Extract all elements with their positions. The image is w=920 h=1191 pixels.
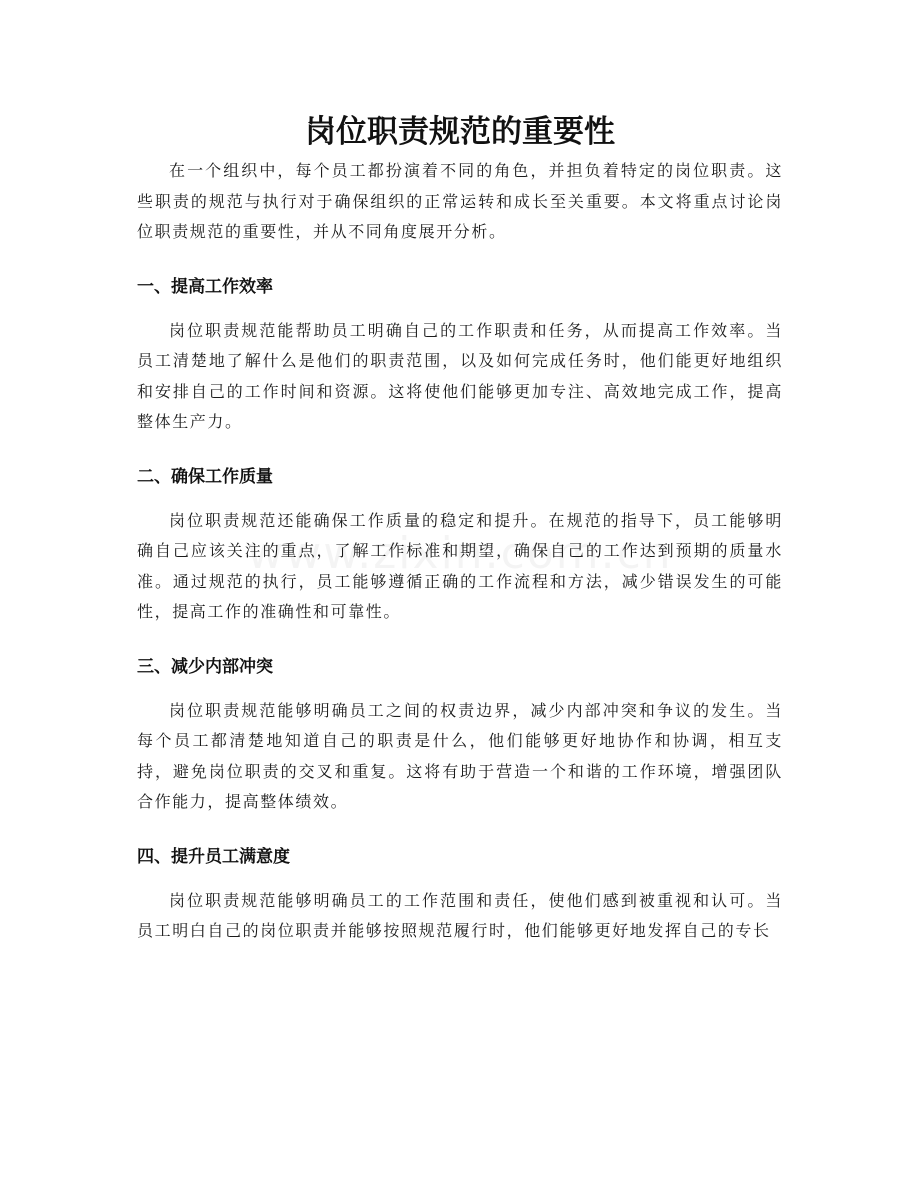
- section-efficiency: [137, 272, 783, 438]
- section-heading: 三、减少内部冲突: [137, 656, 273, 677]
- section-conflict: [137, 652, 783, 818]
- section-heading: 一、提高工作效率: [137, 276, 273, 297]
- document-title: 岗位职责规范的重要性: [305, 114, 615, 150]
- section-heading: 二、确保工作质量: [137, 466, 273, 487]
- section-satisfaction: [137, 842, 783, 947]
- section-body: 岗位职责规范能够明确员工的工作范围和责任，使他们感到被重视和认可。当员工明白自己的岗位职责并能够按照规范履行时，他们能够更好地发挥自己的专长: [137, 890, 783, 940]
- section-quality: [137, 462, 783, 628]
- section-body: 岗位职责规范能帮助员工明确自己的工作职责和任务，从而提高工作效率。当员工清楚地了解什么是他们的职责范围，以及如何完成任务时，他们能更好地组织和安排自己的工作时间和资源。这将使他们能够更加专注、高效地完成工作，提高整体生产力。: [137, 320, 783, 431]
- section-body: 岗位职责规范还能确保工作质量的稳定和提升。在规范的指导下，员工能够明确自己应该关注的重点，了解工作标准和期望，确保自己的工作达到预期的质量水准。通过规范的执行，员工能够遵循正确的工作流程和方法，减少错误发生的可能性，提高工作的准确性和可靠性。: [137, 510, 783, 621]
- section-heading: 四、提升员工满意度: [137, 846, 290, 867]
- intro-paragraph: 在一个组织中，每个员工都扮演着不同的角色，并担负着特定的岗位职责。这些职责的规范与执行对于确保组织的正常运转和成长至关重要。本文将重点讨论岗位职责规范的重要性，并从不同角度展开分析。: [137, 161, 783, 241]
- section-body: 岗位职责规范能够明确员工之间的权责边界，减少内部冲突和争议的发生。当每个员工都清楚地知道自己的职责是什么，他们能够更好地协作和协调，相互支持，避免岗位职责的交叉和重复。这将有助于营造一个和谐的工作环境，增强团队合作能力，提高整体绩效。: [137, 700, 783, 811]
